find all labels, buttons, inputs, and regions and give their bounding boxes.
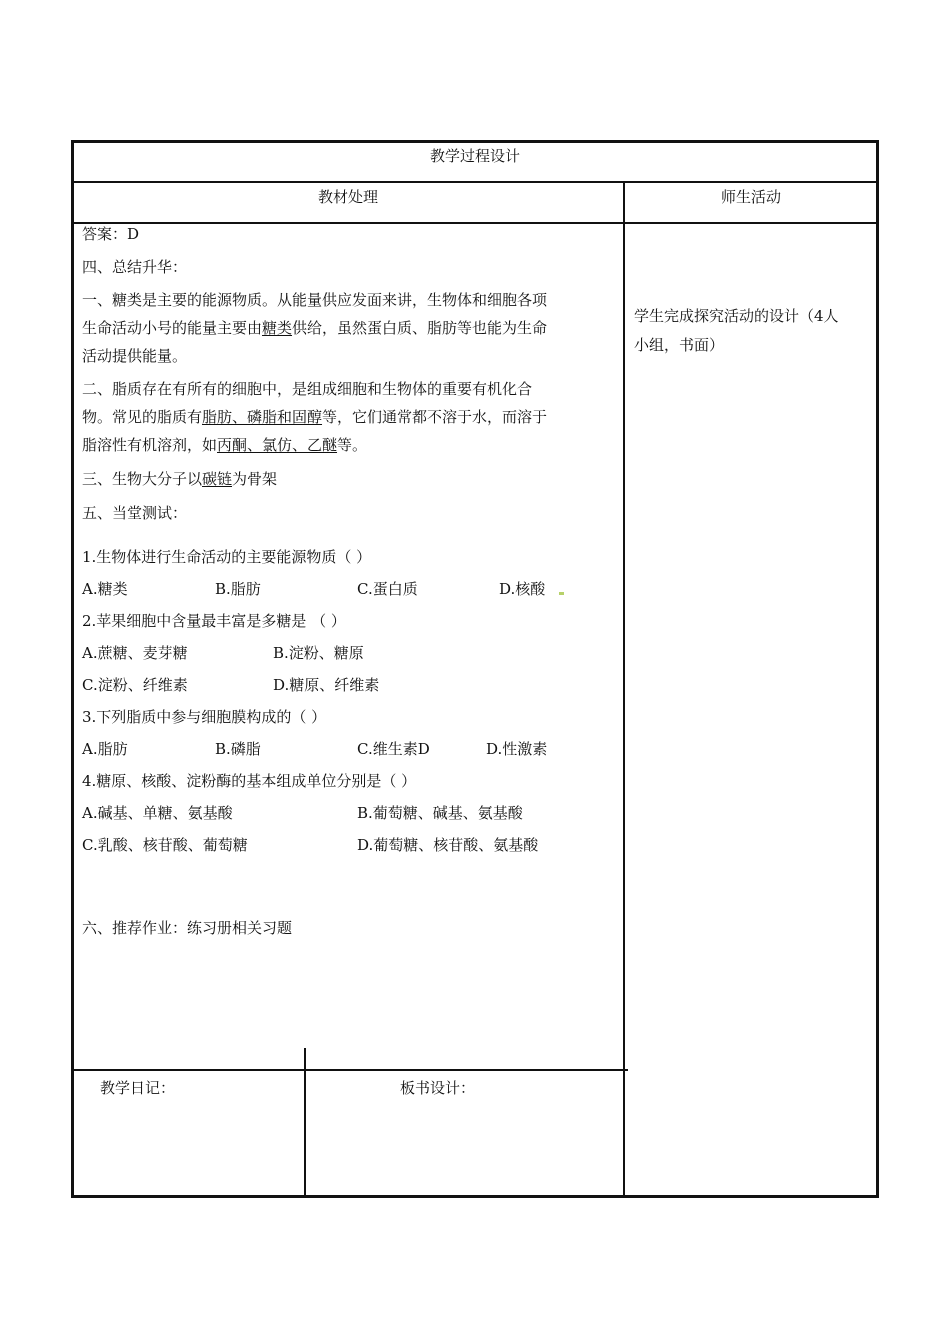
bottom-section-divider (73, 1069, 628, 1071)
summary-point-1-line-2: 生命活动小号的能量主要由糖类供给，虽然蛋白质、脂肪等也能为生命 (82, 319, 548, 337)
question-2-option-c: C.淀粉、纤维素 (82, 676, 188, 694)
section-6-homework: 六、推荐作业：练习册相关习题 (82, 919, 293, 937)
keyword-carbon-chain: 碳链 (202, 470, 233, 488)
bottom-divider (304, 1070, 306, 1196)
question-2-option-a: A.蔗糖、麦芽糖 (82, 644, 188, 662)
keyword-solvents: 丙酮、氯仿、乙醚 (217, 436, 338, 454)
question-4-option-b: B.葡萄糖、碱基、氨基酸 (357, 804, 523, 822)
question-1-option-a: A.糖类 (82, 580, 128, 598)
title-divider (73, 181, 877, 183)
question-3-option-d: D.性激素 (486, 740, 548, 758)
column-divider (623, 182, 625, 1196)
summary-point-1-line-3: 活动提供能量。 (82, 347, 188, 365)
question-2-option-d: D.糖原、纤维素 (273, 676, 380, 694)
question-3-option-a: A.脂肪 (82, 740, 128, 758)
question-3-option-c: C.维生素D (357, 740, 430, 758)
summary-point-2-line-2: 物。常见的脂质有脂肪、磷脂和固醇等，它们通常都不溶于水，而溶于 (82, 408, 548, 426)
keyword-sugar: 糖类 (262, 319, 293, 337)
teaching-diary-label: 教学日记： (100, 1079, 176, 1097)
activity-line-1: 学生完成探究活动的设计（4人 (634, 307, 839, 325)
summary-point-2-line-3: 脂溶性有机溶剂，如丙酮、氯仿、乙醚等。 (82, 436, 368, 454)
question-3-stem: 3.下列脂质中参与细胞膜构成的（ ） (82, 708, 327, 726)
summary-point-1-line-1: 一、糖类是主要的能源物质。从能量供应发面来讲，生物体和细胞各项 (82, 291, 548, 309)
question-1-option-c: C.蛋白质 (357, 580, 418, 598)
board-design-label: 板书设计： (400, 1079, 476, 1097)
question-1-stem: 1.生物体进行生命活动的主要能源物质（ ） (82, 548, 372, 566)
column-header-activity: 师生活动 (720, 188, 781, 206)
question-2-stem: 2.苹果细胞中含量最丰富是多糖是 （ ） (82, 612, 346, 630)
bottom-divider-upper-stub (304, 1048, 306, 1070)
answer-line: 答案：D (82, 225, 140, 243)
summary-point-2-line-1: 二、脂质存在有所有的细胞中，是组成细胞和生物体的重要有机化合 (82, 380, 533, 398)
question-4-stem: 4.糖原、核酸、淀粉酶的基本组成单位分别是（ ） (82, 772, 417, 790)
question-4-option-d: D.葡萄糖、核苷酸、氨基酸 (357, 836, 539, 854)
question-1-option-b: B.脂肪 (215, 580, 261, 598)
activity-line-2: 小组，书面） (634, 336, 725, 354)
table-title: 教学过程设计 (429, 147, 520, 165)
question-2-option-b: B.淀粉、糖原 (273, 644, 364, 662)
column-header-material: 教材处理 (317, 188, 378, 206)
section-4-heading: 四、总结升华： (82, 258, 188, 276)
section-5-heading: 五、当堂测试： (82, 504, 188, 522)
question-3-option-b: B.磷脂 (215, 740, 261, 758)
question-4-option-a: A.碱基、单糖、氨基酸 (82, 804, 233, 822)
question-1-option-d: D.核酸 (499, 580, 546, 598)
summary-point-3: 三、生物大分子以碳链为骨架 (82, 470, 278, 488)
header-divider (73, 222, 877, 224)
question-4-option-c: C.乳酸、核苷酸、葡萄糖 (82, 836, 248, 854)
keyword-lipids: 脂肪、磷脂和固醇 (202, 408, 323, 426)
highlight-mark (559, 592, 564, 595)
